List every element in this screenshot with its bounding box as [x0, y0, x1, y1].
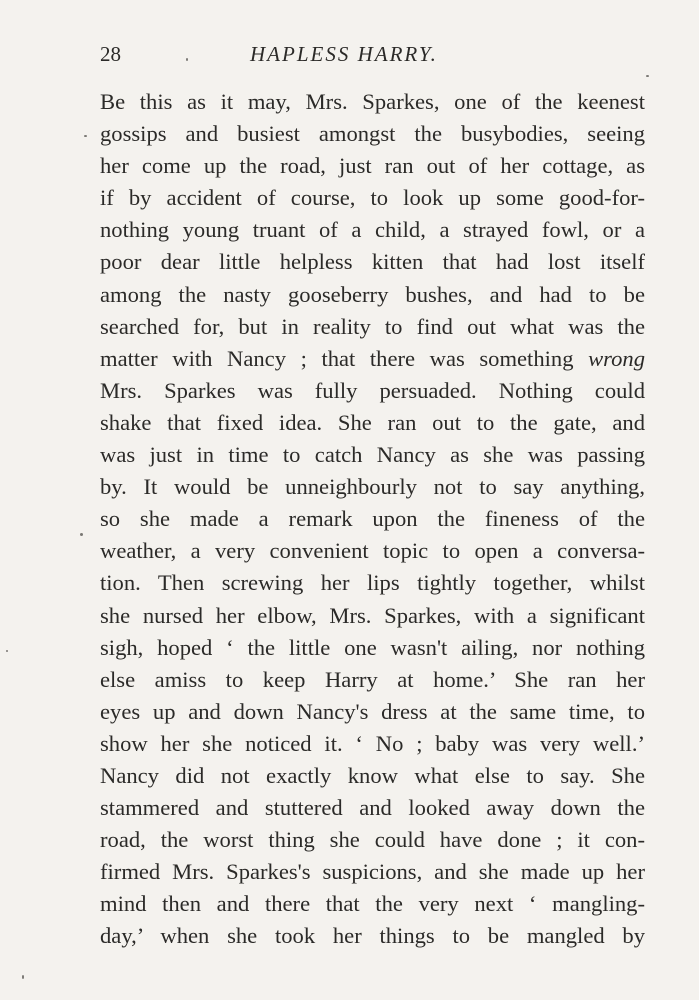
italic-word: wrong	[588, 345, 645, 371]
paper-speck	[84, 135, 87, 137]
text-line: show her she noticed it. ‘ No ; baby was very well.’	[100, 730, 645, 756]
text-line: gossips and busiest amongst the busybodies, seeing	[100, 121, 645, 147]
text-line: her come up the road, just ran out of her cottage, as	[100, 153, 645, 179]
paper-speck	[646, 75, 649, 77]
text-line: so she made a remark upon the fineness of the	[100, 506, 645, 532]
text-line-italic	[100, 343, 645, 375]
text-line: searched for, but in reality to find out what was the	[100, 313, 645, 339]
text-line: nothing young truant of a child, a strayed fowl, or a	[100, 217, 645, 243]
text-line: she nursed her elbow, Mrs. Sparkes, with a significant	[100, 602, 645, 628]
text-line: stammered and stuttered and looked away down the	[100, 795, 645, 821]
paper-speck	[80, 533, 83, 536]
text-line: tion. Then screwing her lips tightly together, whilst	[100, 570, 645, 596]
text-line: road, the worst thing she could have done ; it con-	[100, 827, 645, 853]
text-line: among the nasty gooseberry bushes, and had to be	[100, 281, 645, 307]
paper-speck	[186, 58, 188, 61]
text-line: day,’ when she took her things to be mangled by	[100, 923, 645, 949]
page-header	[100, 40, 645, 74]
body-text	[100, 86, 645, 953]
text-line: Nancy did not exactly know what else to say. She	[100, 762, 645, 788]
text-line: was just in time to catch Nancy as she was passing	[100, 442, 645, 468]
paper-speck	[22, 975, 24, 979]
running-title: HAPLESS HARRY.	[250, 42, 438, 66]
text-line: shake that fixed idea. She ran out to the gate, and	[100, 409, 645, 435]
text-line: weather, a very convenient topic to open a conversa-	[100, 538, 645, 564]
text-line: by. It would be unneighbourly not to say anything,	[100, 474, 645, 500]
text-line: mind then and there that the very next ‘ mangling-	[100, 891, 645, 917]
text-line: poor dear little helpless kitten that had lost itself	[100, 249, 645, 275]
text-line: else amiss to keep Harry at home.’ She ran her	[100, 666, 645, 692]
text-line: sigh, hoped ‘ the little one wasn't ailing, nor nothing	[100, 634, 645, 660]
page-number: 28	[100, 42, 121, 66]
text-line: Be this as it may, Mrs. Sparkes, one of the keenest	[100, 89, 645, 114]
text-line: if by accident of course, to look up some good-for-	[100, 185, 645, 211]
paper-speck	[6, 650, 8, 652]
text-segment: matter with Nancy ; that there was something	[100, 345, 589, 371]
text-line: firmed Mrs. Sparkes's suspicions, and she made up her	[100, 859, 645, 885]
text-line: eyes up and down Nancy's dress at the same time, to	[100, 698, 645, 724]
text-line: Mrs. Sparkes was fully persuaded. Nothing could	[100, 377, 645, 403]
